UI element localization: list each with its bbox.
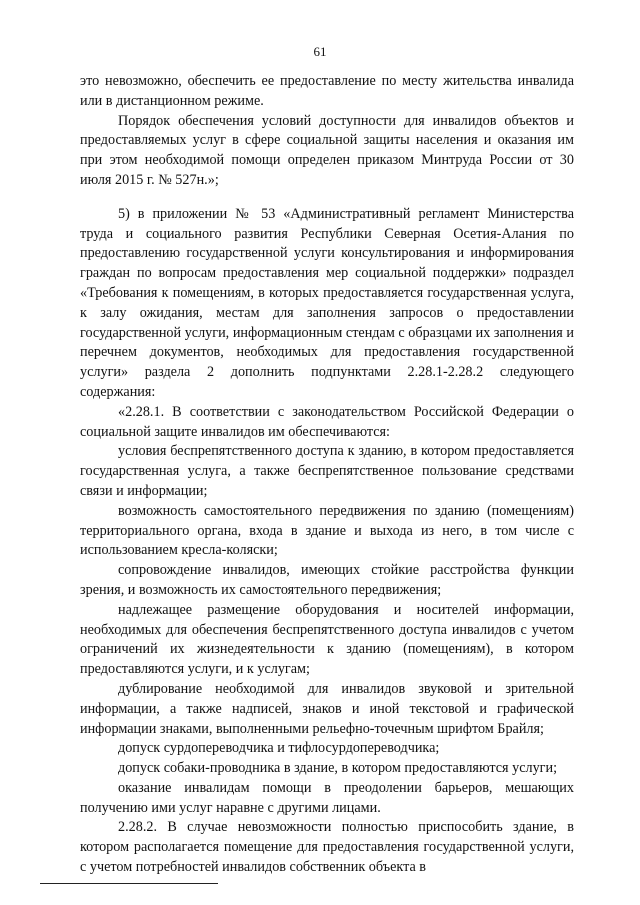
list-item-barrier-assistance: оказание инвалидам помощи в преодолении барьеров, мешающих получению ими услуг наравне с другими лицами. <box>80 779 574 816</box>
list-item-independent-movement: возможность самостоятельного передвижения по зданию (помещениям) территориального органа, входа в здание и выхода из него, в том числе с использованием кресла-коляски; <box>80 502 574 559</box>
list-item-equipment-placement: надлежащее размещение оборудования и носителей информации, необходимых для обеспечения беспрепятственного доступа инвалидов с учетом ограничений их жизнедеятельности к зданию (помещениям), в котором предоставляются услуги, и к услугам; <box>80 601 574 678</box>
list-item-guide-dog: допуск собаки-проводника в здание, в котором предоставляются услуги; <box>118 760 558 777</box>
list-item-escort-visually-impaired: сопровождение инвалидов, имеющих стойкие расстройства функции зрения, и возможность их самостоятельного передвижения; <box>80 562 574 598</box>
list-item-sign-interpreter: допуск сурдопереводчика и тифлосурдопереводчика; <box>118 740 440 757</box>
footer-rule <box>40 883 218 884</box>
document-body <box>80 72 574 878</box>
paragraph-clause-2-28-1: «2.28.1. В соответствии с законодательством Российской Федерации о социальной защите инвалидов им обеспечиваются: <box>80 403 574 440</box>
paragraph-continuation: это невозможно, обеспечить ее предоставление по месту жительства инвалида или в дистанционном режиме. <box>80 73 574 109</box>
page-number: 61 <box>313 44 327 59</box>
paragraph-amendment-item-5: 5) в приложении № 53 «Административный регламент Министерства труда и социального развития Республики Северная Осетия-Алания по предоставлению государственной услуги консультирования и информирования граждан по вопросам предоставления мер социальной поддержки» подраздел «Требования к помещениям, в которых предоставляется государственная услуга, к залу ожидания, местам для заполнения запросов о предоставлении государственной услуги, информационным стендам с образцами их заполнения и перечнем документов, необходимых для предоставления государственной услуги» раздела 2 дополнить подпунктами 2.28.1-2.28.2 следующего содержания: <box>80 205 574 400</box>
paragraph-accessibility-order: Порядок обеспечения условий доступности для инвалидов объектов и предоставляемых услуг в сфере социальной защиты населения и оказания им при этом необходимой помощи определен приказом Минтруда России от 30 июля 2015 г. № 527н.»; <box>80 112 574 188</box>
paragraph-clause-2-28-2: 2.28.2. В случае невозможности полностью приспособить здание, в котором располагается помещение для предоставления государственной услуги, с учетом потребностей инвалидов собственник объекта в <box>80 819 574 876</box>
paragraph-gap <box>80 191 574 205</box>
list-item-information-duplication: дублирование необходимой для инвалидов звуковой и зрительной информации, а также надписей, знаков и иной текстовой и графической информации знаками, выполненными рельефно-точечным шрифтом Брайля; <box>80 680 574 737</box>
list-item-unobstructed-access: условия беспрепятственного доступа к зданию, в котором предоставляется государственная услуга, а также беспрепятственное пользование средствами связи и информации; <box>80 443 574 499</box>
